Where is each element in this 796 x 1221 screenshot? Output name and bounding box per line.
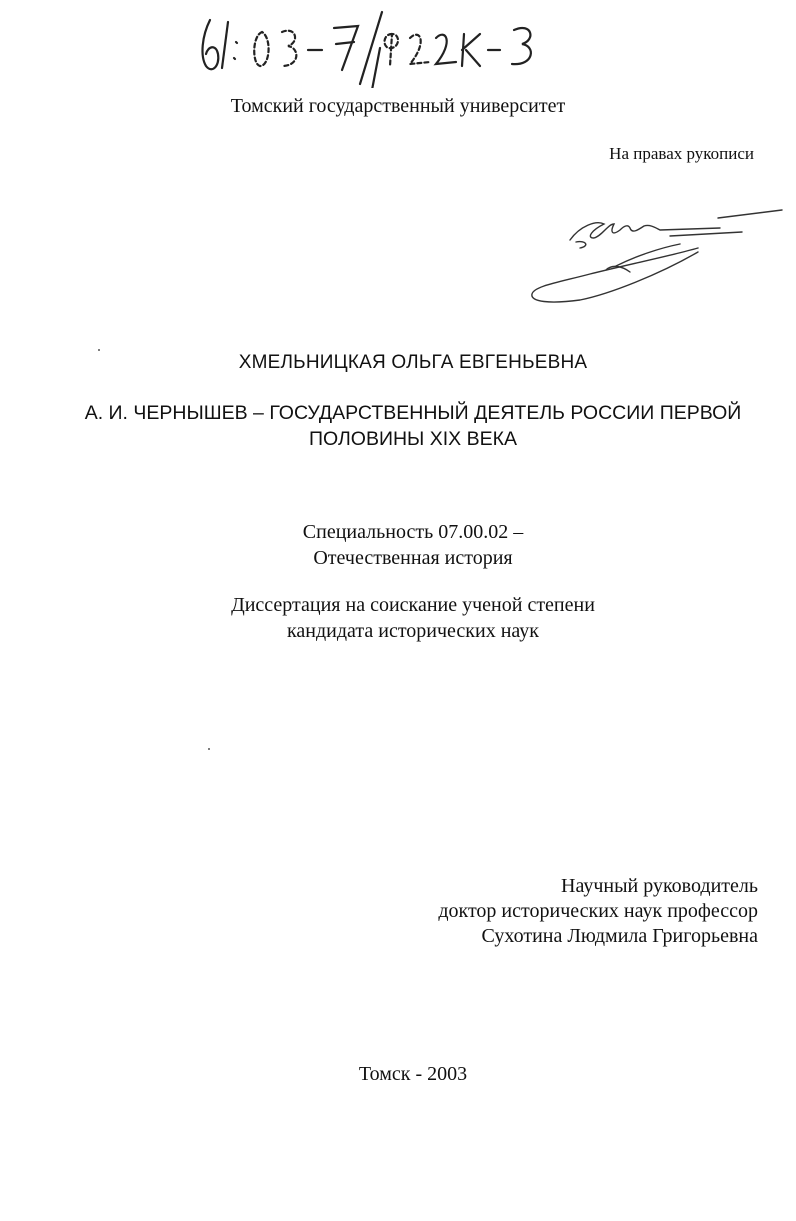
rights-note: На правах рукописи: [609, 144, 754, 163]
scan-speck: [98, 349, 100, 351]
specialty-code: Специальность 07.00.02 –: [302, 521, 524, 543]
title-line-1: А. И. ЧЕРНЫШЕВ – ГОСУДАРСТВЕННЫЙ ДЕЯТЕЛЬ РОССИИ ПЕРВОЙ: [84, 402, 742, 424]
university-name: Томский государственный университет: [230, 95, 566, 117]
degree-line-2: кандидата исторических наук: [286, 620, 540, 642]
advisor-role: Научный руководитель: [561, 875, 758, 897]
specialty: [0, 519, 796, 571]
specialty-name: Отечественная история: [313, 547, 513, 569]
degree-statement: [0, 592, 796, 644]
author-signature: [520, 190, 790, 315]
dissertation-title: [60, 400, 766, 452]
scan-speck: [208, 748, 210, 750]
author-name: ХМЕЛЬНИЦКАЯ ОЛЬГА ЕВГЕНЬЕВНА: [238, 352, 588, 373]
degree-line-1: Диссертация на соискание ученой степени: [231, 594, 595, 616]
handwritten-archive-number: [196, 8, 556, 88]
advisor-name: Сухотина Людмила Григорьевна: [481, 925, 758, 947]
title-line-2: ПОЛОВИНЫ XIX ВЕКА: [309, 428, 517, 450]
city-year: Томск - 2003: [358, 1063, 468, 1085]
scientific-advisor: [438, 874, 758, 949]
advisor-credentials: доктор исторических наук профессор: [438, 900, 758, 922]
